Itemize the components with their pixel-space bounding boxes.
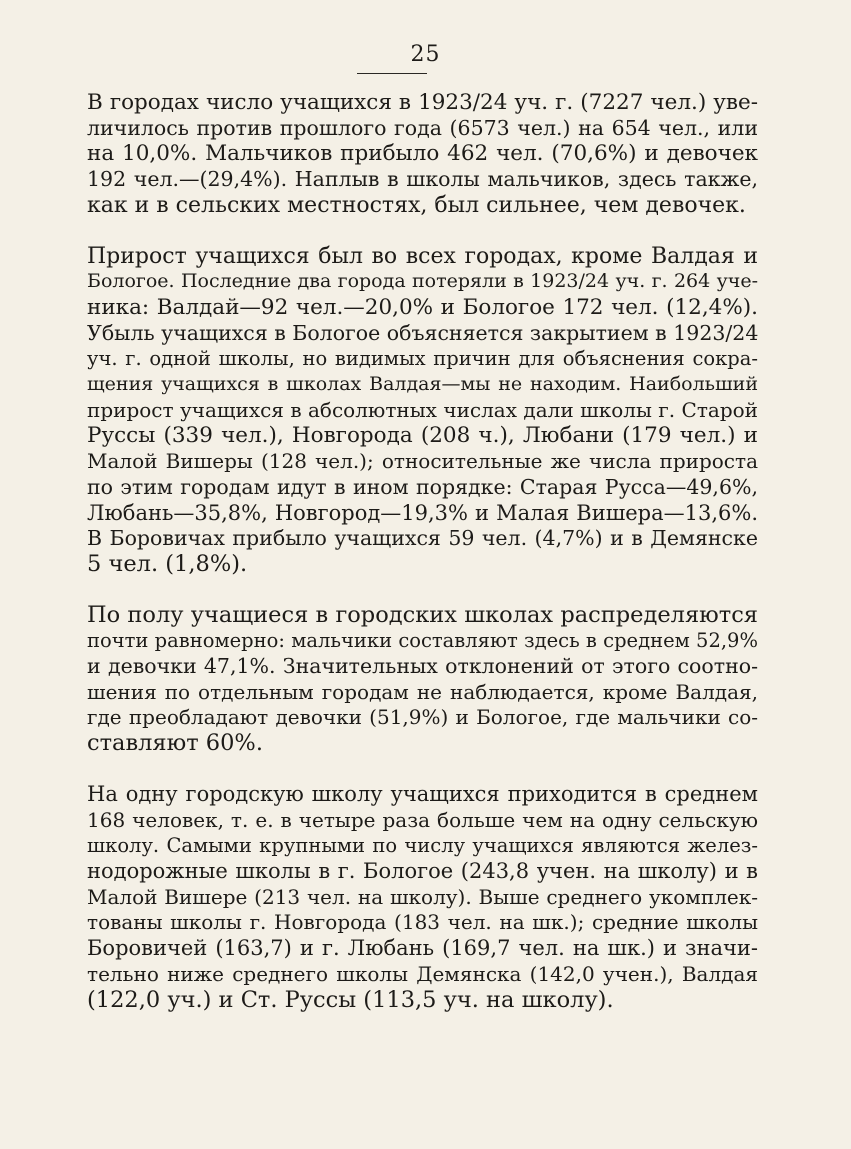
text-line: 5 чел. (1,8%). <box>87 550 248 577</box>
text-line: Боровичей (163,7) и г. Любань (169,7 чел. на шк.) и значи- <box>87 936 758 961</box>
text-line: 168 человек, т. е. в четыре раза больше чем на одну сельскую <box>87 807 758 832</box>
text-line: прирост учащихся в абсолютных числах дали школы г. Старой <box>87 397 758 422</box>
paragraph <box>47 782 758 1013</box>
text-line: Прирост учащихся был во всех городах, кроме Валдая и <box>87 243 758 269</box>
text-line: тельно ниже среднего школы Демянска (142,0 учен.), Валдая <box>87 961 758 986</box>
text-line: Убыль учащихся в Бологое объясняется закрытием в 1923/24 <box>87 320 759 345</box>
text-line: 192 чел.—(29,4%). Наплыв в школы мальчиков, здесь также, <box>87 167 758 192</box>
text-line: шения по отдельным городам не наблюдается, кроме Валдая, <box>87 679 758 704</box>
paragraph <box>47 603 758 757</box>
body-text <box>47 90 758 1013</box>
text-line: ника: Валдай—92 чел.—20,0% и Бологое 172 чел. (12,4%). <box>87 294 758 320</box>
text-line: и девочки 47,1%. Значительных отклонений от этого соотно- <box>87 654 758 679</box>
text-line: школу. Самыми крупными по числу учащихся являются желез- <box>87 834 758 858</box>
text-line: на 10,0%. Мальчиков прибыло 462 чел. (70,6%) и девочек <box>87 141 758 167</box>
text-line: нодорожные школы в г. Бологое (243,8 учен. на школу) и в <box>87 858 758 883</box>
text-line: Любань—35,8%, Новгород—19,3% и Малая Вишера—13,6%. <box>87 500 758 525</box>
text-line: почти равномерно: мальчики составляют здесь в среднем 52,9% <box>87 629 758 653</box>
text-line: тованы школы г. Новгорода (183 чел. на шк.); средние школы <box>87 910 758 935</box>
text-line: щения учащихся в школах Валдая—мы не находим. Наибольший <box>87 373 758 396</box>
paragraph <box>47 90 758 219</box>
text-line: где преобладают девочки (51,9%) и Бологое, где мальчики со- <box>87 705 758 730</box>
paragraph <box>47 244 758 578</box>
text-line: личилось против прошлого года (6573 чел.) на 654 чел., или <box>87 115 758 140</box>
text-line: Малой Вишеры (128 чел.); относительные же числа прироста <box>87 449 758 474</box>
text-line: По полу учащиеся в городских школах распределяются <box>87 601 758 628</box>
text-line: Руссы (339 чел.), Новгорода (208 ч.), Любани (179 чел.) и <box>87 423 758 449</box>
text-line: уч. г. одной школы, но видимых причин для объяснения сокра- <box>87 347 758 371</box>
text-line: В городах число учащихся в 1923/24 уч. г. (7227 чел.) уве- <box>87 90 758 115</box>
text-line: Бологое. Последние два города потеряли в 1923/24 уч. г. 264 уче- <box>87 270 758 293</box>
text-line: На одну городскую школу учащихся приходится в среднем <box>87 781 758 806</box>
page-number-rule <box>357 73 427 74</box>
text-line: (122,0 уч.) и Ст. Руссы (113,5 уч. на школу). <box>87 986 614 1013</box>
text-line: Малой Вишере (213 чел. на школу). Выше среднего укомплек- <box>87 884 758 909</box>
text-line: ставляют 60%. <box>87 730 263 757</box>
text-line: по этим городам идут в ином порядке: Старая Русса—49,6%, <box>87 474 758 499</box>
page-number: 25 <box>410 42 441 67</box>
text-line: как и в сельских местностях, был сильнее, чем девочек. <box>87 192 746 218</box>
text-line: В Боровичах прибыло учащихся 59 чел. (4,7%) и в Демянске <box>87 526 758 551</box>
